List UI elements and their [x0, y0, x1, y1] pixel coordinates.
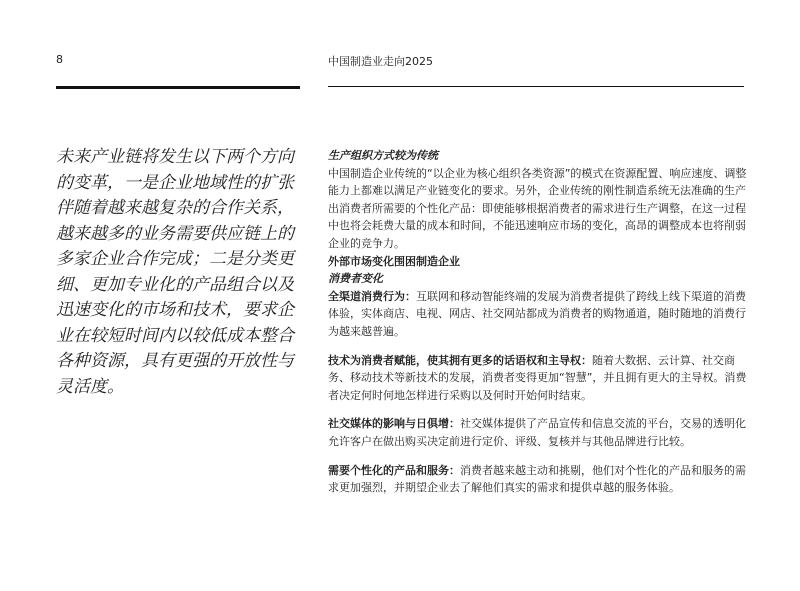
entry-personalization — [328, 462, 748, 497]
entry-tech-empowerment — [328, 352, 748, 405]
section-body-production: 中国制造企业传统的“以企业为核心组织各类资源”的模式在资源配置、响应速度、调整能力上都难以满足产业链变化的要求。另外，企业传统的刚性制造系统无法准确的生产出消费者所需要的个性化产品：即使能够根据消费者的需求进行生产调整，在这一过程中也将会耗费大量的成本和时间，不能迅速响应市场的变化，高昂的调整成本也将削弱企业的竞争力。 — [328, 166, 747, 250]
page-number: 8 — [56, 53, 63, 66]
entry-text: 社交媒体提供了产品宣传和信息交流的平台，交易的透明化允许客户在做出购买决定前进行定价、评级、复核并与其他品牌进行比较。 — [328, 417, 746, 448]
entry-lead: 需要个性化的产品和服务： — [328, 463, 460, 477]
entry-lead: 全渠道消费行为： — [328, 289, 416, 303]
entry-omnichannel — [328, 288, 748, 341]
header-rule-right — [328, 86, 744, 87]
subheading-consumer: 消费者变化 — [328, 272, 383, 286]
body-column — [328, 147, 748, 508]
entry-lead: 社交媒体的影响与日俱增： — [328, 417, 460, 431]
running-title: 中国制造业走向2025 — [328, 55, 433, 68]
entry-text: 随着大数据、云计算、社交商务、移动技术等新技术的发展，消费者变得更加“智慧”，并且拥有更大的主导权。消费者决定何时何地怎样进行采购以及何时开始何时结束。 — [328, 353, 747, 402]
header-rule-left — [56, 86, 300, 89]
pull-quote: 未来产业链将发生以下两个方向的变革，一是企业地域性的扩张伴随着越来越复杂的合作关系，越来越多的业务需要供应链上的多家企业合作完成；二是分类更细、更加专业化的产品组合以及迅速变化的市场和技术，要求企业在较短时间内以较低成本整合各种资源，具有更强的开放性与灵活度。 — [56, 147, 294, 397]
entry-text: 互联网和移动智能终端的发展为消费者提供了跨线上线下渠道的消费体验，实体商店、电视、网店、社交网站都成为消费者的购物通道，随时随地的消费行为越来越普遍。 — [328, 289, 746, 338]
entry-lead: 技术为消费者赋能，使其拥有更多的话语权和主导权： — [328, 353, 592, 367]
section-heading-production: 生产组织方式较为传统 — [328, 149, 438, 162]
entry-text: 消费者越来越主动和挑剔，他们对个性化的产品和服务的需求更加强烈，并期望企业去了解他们真实的需求和提供卓越的服务体验。 — [328, 463, 746, 495]
section-heading-market: 外部市场变化围困制造企业 — [328, 254, 460, 268]
entry-social-media — [328, 415, 748, 450]
